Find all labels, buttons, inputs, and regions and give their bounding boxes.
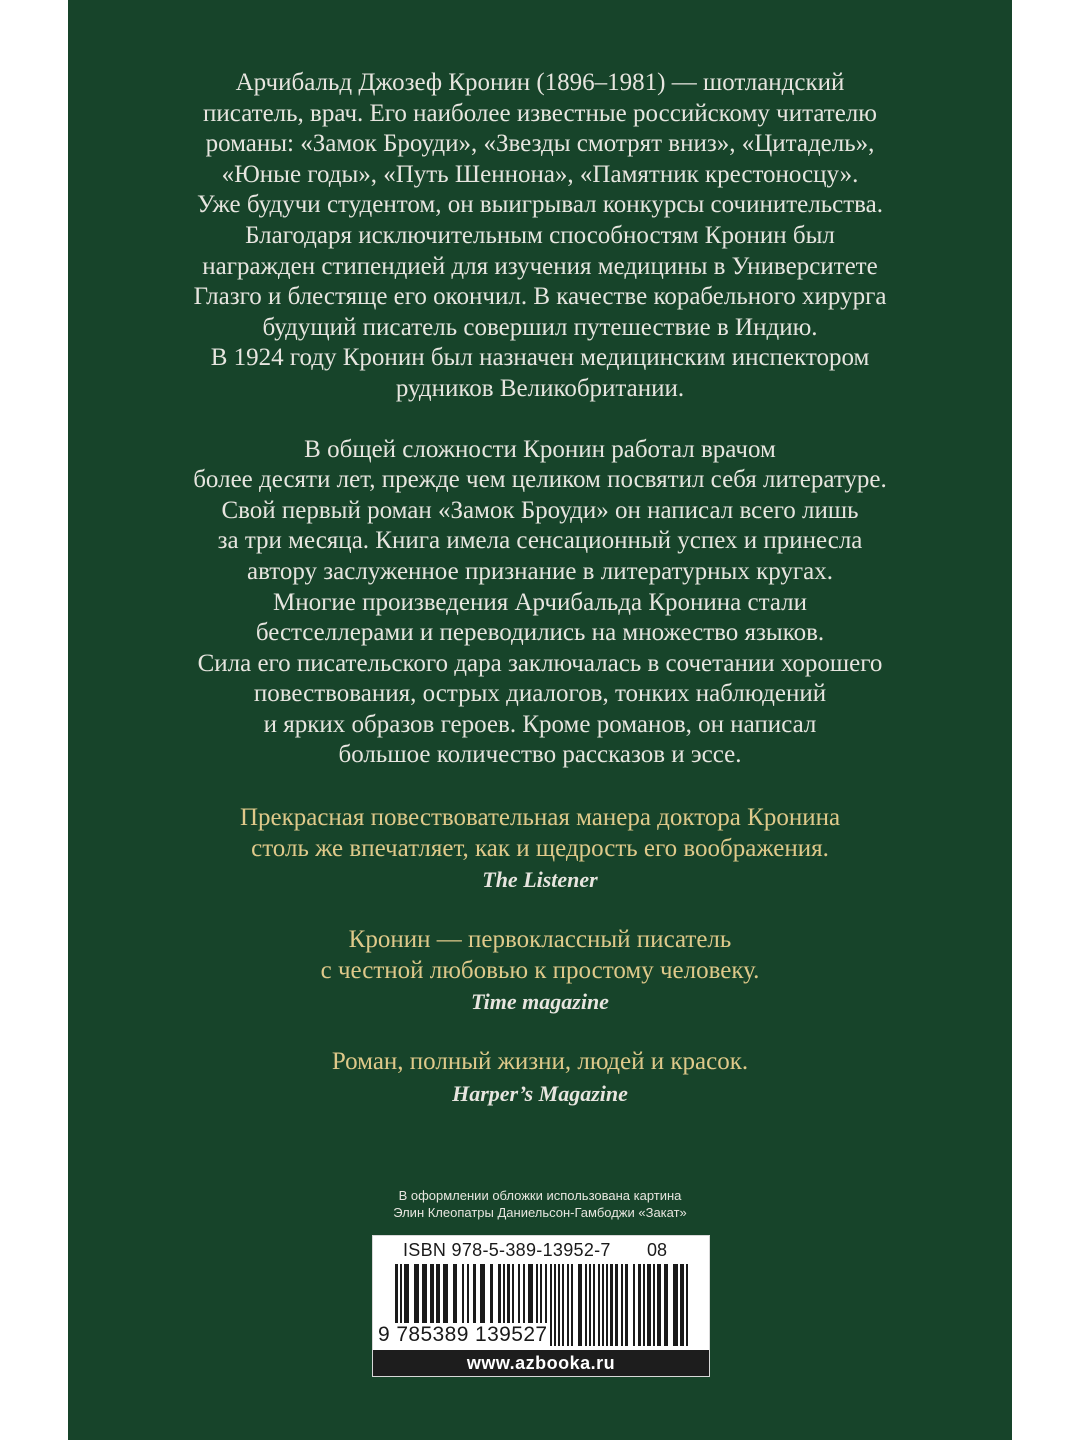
bio-line: В 1924 году Кронин был назначен медицинским инспектором bbox=[210, 344, 870, 372]
bio-line: «Юные годы», «Путь Шеннона», «Памятник крестоносцу». bbox=[221, 160, 859, 188]
barcode-bar bbox=[643, 1264, 645, 1346]
barcode-bar bbox=[686, 1264, 688, 1346]
credit-line: В оформлении обложки использована картина bbox=[398, 1188, 682, 1203]
bio-line: Свой первый роман «Замок Броуди» он написал всего лишь bbox=[221, 496, 859, 524]
isbn-label: ISBN 978-5-389-13952-7 bbox=[403, 1240, 611, 1260]
barcode-bar bbox=[554, 1264, 556, 1346]
bio-line: повествования, острых диалогов, тонких наблюдений bbox=[253, 680, 827, 708]
press-quote-listener bbox=[80, 803, 1000, 896]
bio-line: Глазго и блестяще его окончил. В качестве корабельного хирурга bbox=[193, 283, 887, 311]
isbn-barcode bbox=[372, 1235, 710, 1377]
barcode-bar bbox=[610, 1264, 613, 1346]
bio-line: будущий писатель совершил путешествие в Индию. bbox=[262, 313, 818, 341]
bio-line: писатель, врач. Его наиболее известные российскому читателю bbox=[203, 99, 877, 127]
bio-line: Благодаря исключительным способностям Кронин был bbox=[245, 221, 835, 249]
quote-source: Harper’s Magazine bbox=[452, 1080, 628, 1106]
barcode-bar bbox=[567, 1264, 569, 1346]
quote-text: Кронин — первоклассный писатель bbox=[348, 926, 732, 954]
barcode-bar bbox=[647, 1264, 651, 1346]
bio-line: В общей сложности Кронин работал врачом bbox=[304, 435, 776, 463]
barcode-bar bbox=[571, 1264, 573, 1346]
credit-line: Элин Клеопатры Даниельсон-Гамбоджи «Закат» bbox=[393, 1205, 687, 1220]
barcode-bar bbox=[653, 1264, 655, 1346]
bio-line: Арчибальд Джозеф Кронин (1896–1981) — шотландский bbox=[235, 69, 845, 96]
quote-text: столь же впечатляет, как и щедрость его воображения. bbox=[251, 834, 829, 862]
bio-paragraph-1 bbox=[80, 68, 1000, 405]
bio-line: более десяти лет, прежде чем целиком посвятил себя литературе. bbox=[193, 466, 887, 494]
publisher-url: www.azbooka.ru bbox=[373, 1350, 709, 1376]
bio-line: Многие произведения Арчибальда Кронина стали bbox=[273, 588, 807, 616]
quote-source: The Listener bbox=[482, 867, 598, 893]
barcode-bar bbox=[593, 1264, 595, 1346]
barcode-bar bbox=[562, 1264, 564, 1346]
bio-line: награжден стипендией для изучения медицины в Университете bbox=[202, 252, 878, 280]
barcode-bar bbox=[550, 1264, 552, 1346]
barcode-bar bbox=[633, 1264, 635, 1346]
bio-paragraph-2 bbox=[80, 435, 1000, 772]
press-quote-time bbox=[80, 925, 1000, 1018]
barcode-bar bbox=[615, 1264, 618, 1346]
barcode-bar bbox=[585, 1264, 587, 1346]
barcode-bar bbox=[673, 1264, 678, 1346]
barcode-bar bbox=[621, 1264, 623, 1346]
barcode-bar bbox=[598, 1264, 600, 1346]
barcode-bar bbox=[638, 1264, 641, 1346]
barcode-bar bbox=[578, 1264, 582, 1346]
bio-line: автору заслуженное признание в литературных кругах. bbox=[247, 557, 833, 585]
press-quotes bbox=[80, 803, 1000, 1139]
barcode-bar bbox=[606, 1264, 608, 1346]
bio-line: бестселлерами и переводились на множество языков. bbox=[255, 619, 825, 647]
barcode-bar bbox=[589, 1264, 591, 1346]
quote-text: Прекрасная повествовательная манера доктора Кронина bbox=[239, 804, 841, 831]
quote-text: с честной любовью к простому человеку. bbox=[320, 956, 760, 984]
bio-line: романы: «Замок Броуди», «Звезды смотрят вниз», «Цитадель», bbox=[205, 130, 875, 158]
quote-source: Time magazine bbox=[471, 989, 609, 1015]
cover-art-credit bbox=[80, 1187, 1000, 1221]
barcode-bar bbox=[664, 1264, 668, 1346]
bio-line: за три месяца. Книга имела сенсационный успех и принесла bbox=[217, 527, 863, 555]
author-bio bbox=[80, 68, 1000, 771]
bio-line: рудников Великобритании. bbox=[395, 374, 685, 402]
barcode-bar bbox=[602, 1264, 604, 1346]
ean-digits: 9 785389 139527 bbox=[378, 1323, 548, 1346]
barcode-bar bbox=[558, 1264, 560, 1346]
bio-line: Сила его писательского дара заключалась в сочетании хорошего bbox=[197, 649, 883, 677]
barcode-bar bbox=[680, 1264, 684, 1346]
press-quote-harpers bbox=[80, 1047, 1000, 1110]
barcode-bar bbox=[625, 1264, 628, 1346]
bio-line: большое количество рассказов и эссе. bbox=[338, 741, 742, 769]
bio-line: и ярких образов героев. Кроме романов, он написал bbox=[263, 710, 817, 738]
barcode-bar bbox=[657, 1264, 661, 1346]
bio-line: Уже будучи студентом, он выигрывал конкурсы сочинительства. bbox=[197, 191, 883, 219]
quote-text: Роман, полный жизни, людей и красок. bbox=[331, 1048, 749, 1076]
barcode-addon-number: 08 bbox=[647, 1240, 668, 1260]
